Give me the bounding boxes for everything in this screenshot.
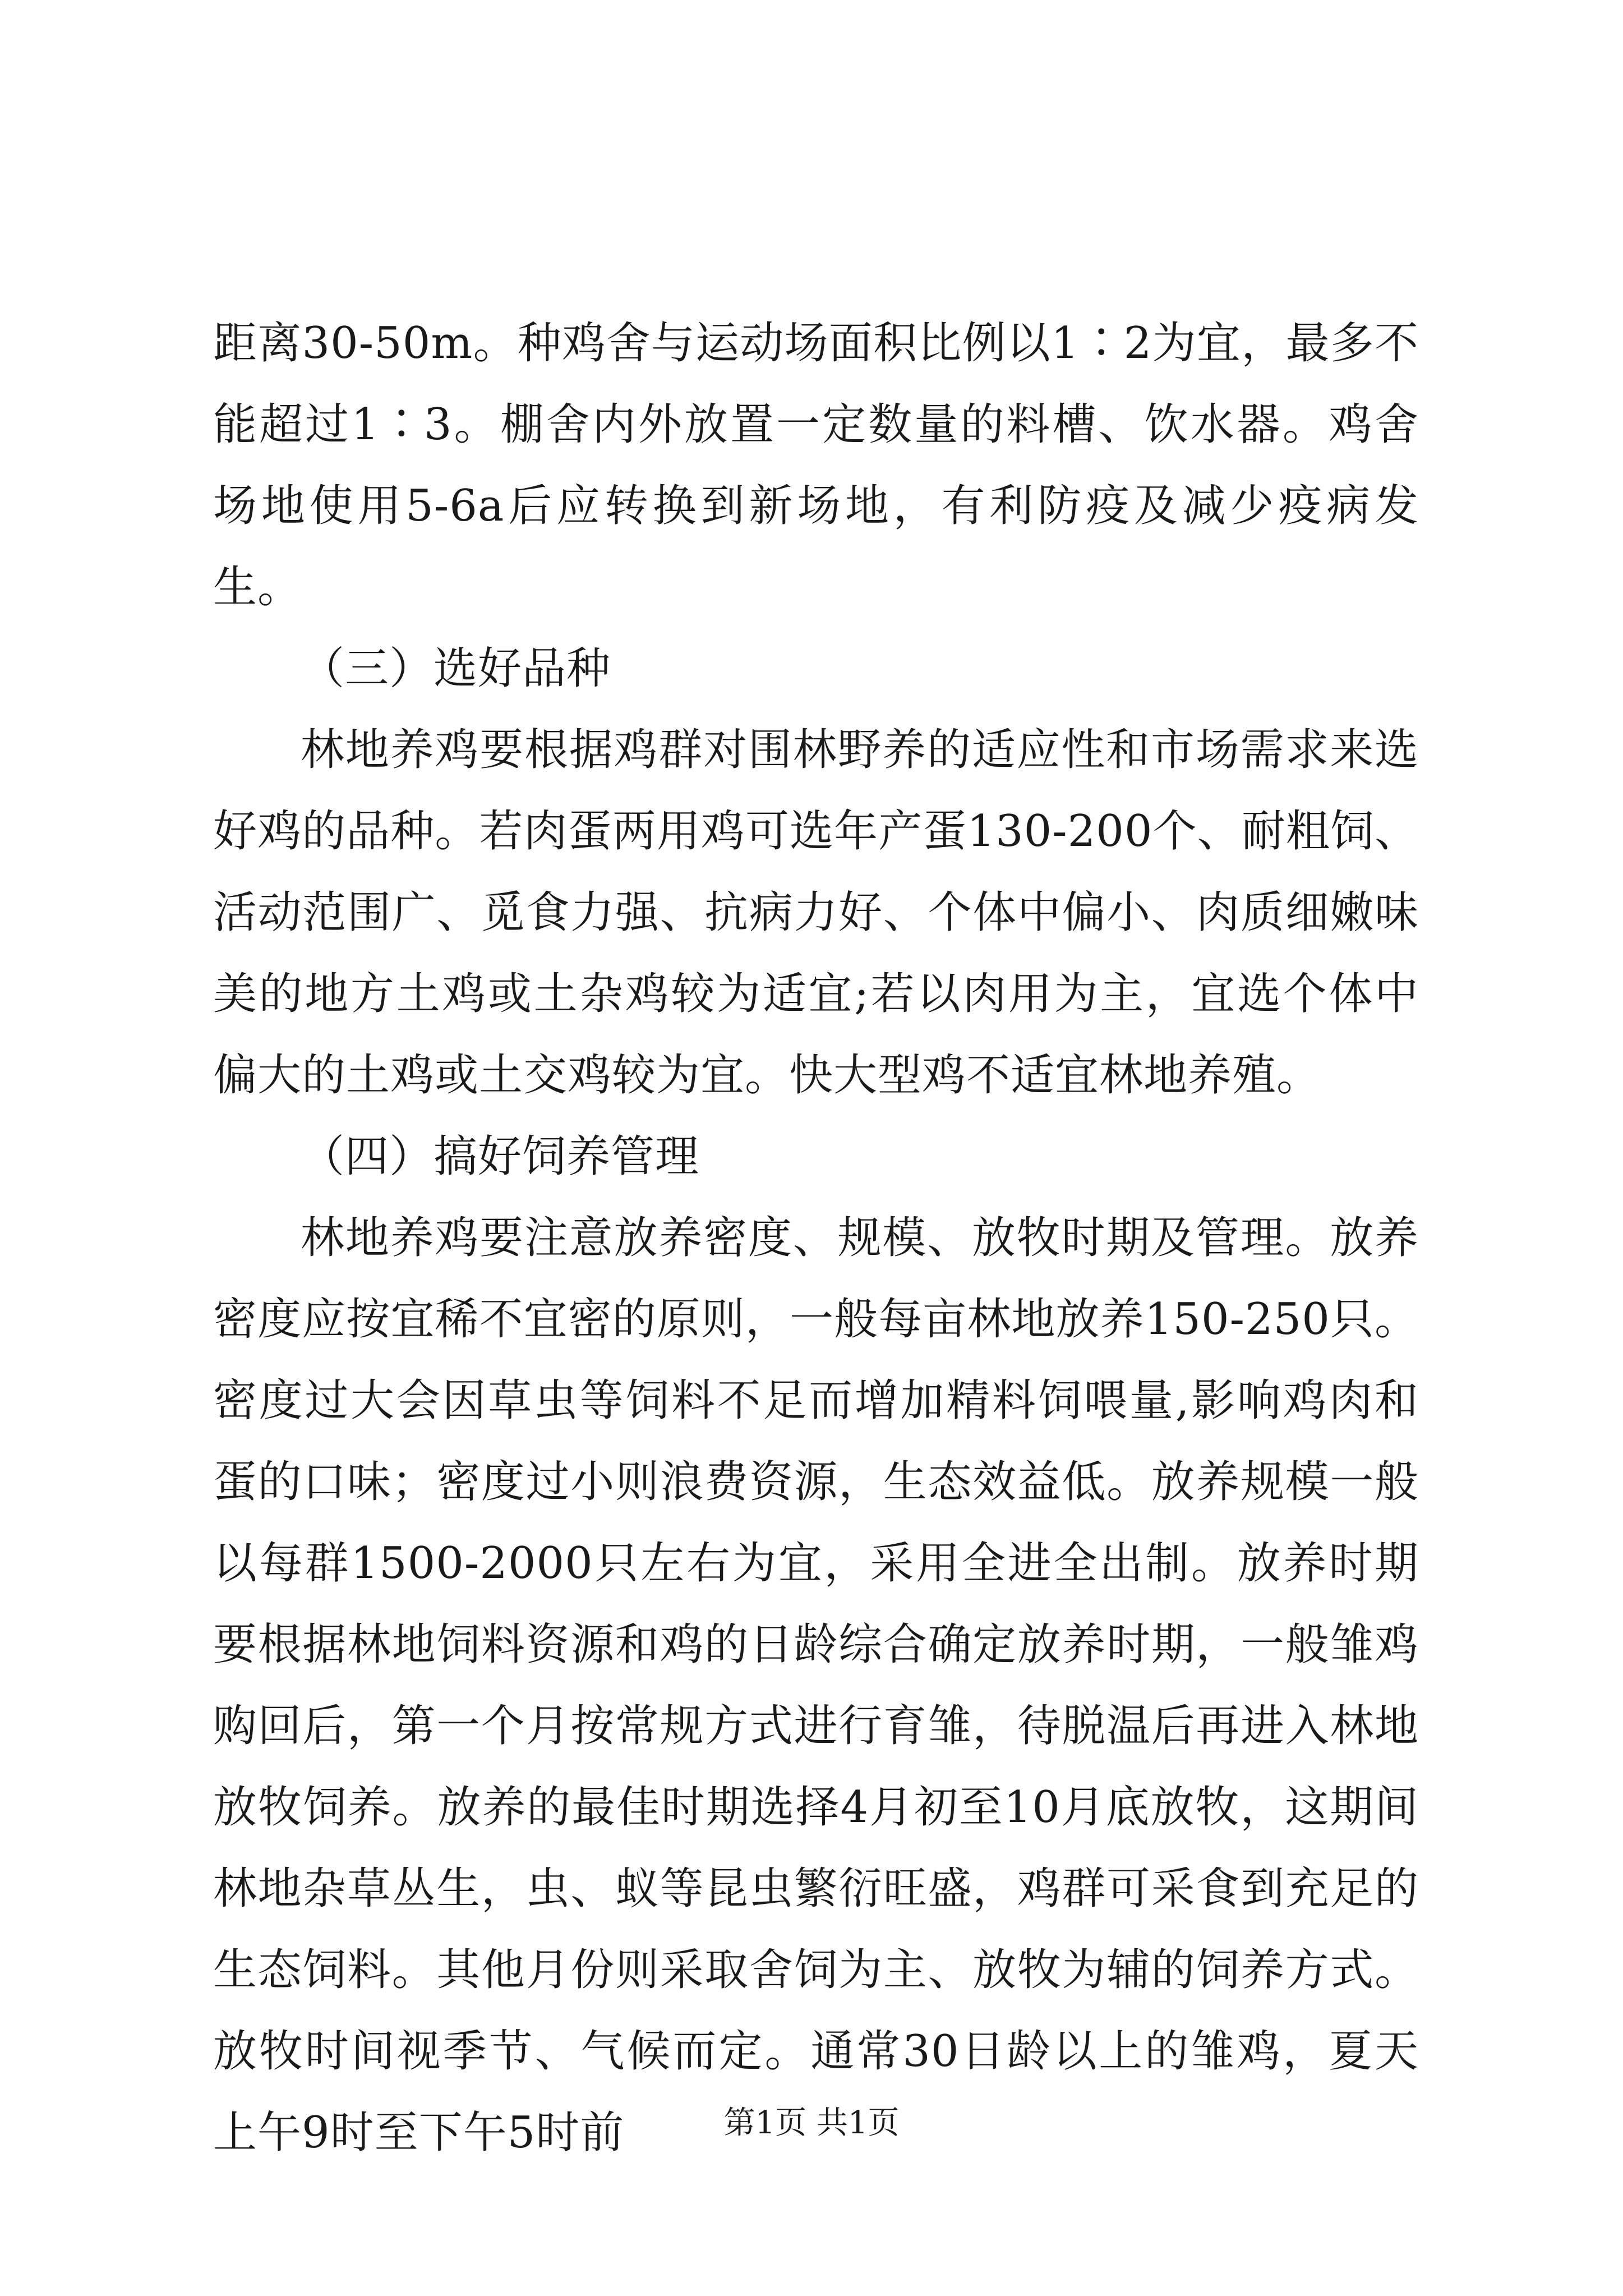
section-heading-3: （三）选好品种 (301, 643, 611, 694)
page-footer: 第1页 共1页 (723, 2105, 900, 2141)
paragraph-breed-selection: 林地养鸡要根据鸡群对围林野养的适应性和市场需求来选好鸡的品种。若肉蛋两用鸡可选年产蛋130-200个、耐粗饲、活动范围广、觅食力强、抗病力好、个体中偏小、肉质细嫩味美的地方土鸡或土杂鸡较为适宜;若以肉用为主，宜选个体中偏大的土鸡或土交鸡较为宜。快大型鸡不适宜林地养殖。 (213, 725, 1419, 1101)
document-body (213, 303, 1419, 2174)
section-heading-4: （四）搞好饲养管理 (301, 1131, 700, 1182)
paragraph-feeding-management: 林地养鸡要注意放养密度、规模、放牧时期及管理。放养密度应按宜稀不宜密的原则，一般每亩林地放养150-250只。密度过大会因草虫等饲料不足而增加精料饲喂量,影响鸡肉和蛋的口味；密度过小则浪费资源，生态效益低。放养规模一般以每群1500-2000只左右为宜，采用全进全出制。放养时期要根据林地饲料资源和鸡的日龄综合确定放养时期，一般雏鸡购回后，第一个月按常规方式进行育雏，待脱温后再进入林地放牧饲养。放养的最佳时期选择4月初至10月底放牧，这期间林地杂草丛生，虫、蚁等昆虫繁衍旺盛，鸡群可采食到充足的生态饲料。其他月份则采取舍饲为主、放牧为辅的饲养方式。放牧时间视季节、气候而定。通常30日龄以上的雏鸡，夏天上午9时至下午5时前 (213, 1213, 1419, 2158)
paragraph-continuation: 距离30-50m。种鸡舍与运动场面积比例以1∶2为宜，最多不能超过1∶3。棚舍内外放置一定数量的料槽、饮水器。鸡舍场地使用5-6a后应转换到新场地，有利防疫及减少疫病发生。 (213, 318, 1419, 613)
